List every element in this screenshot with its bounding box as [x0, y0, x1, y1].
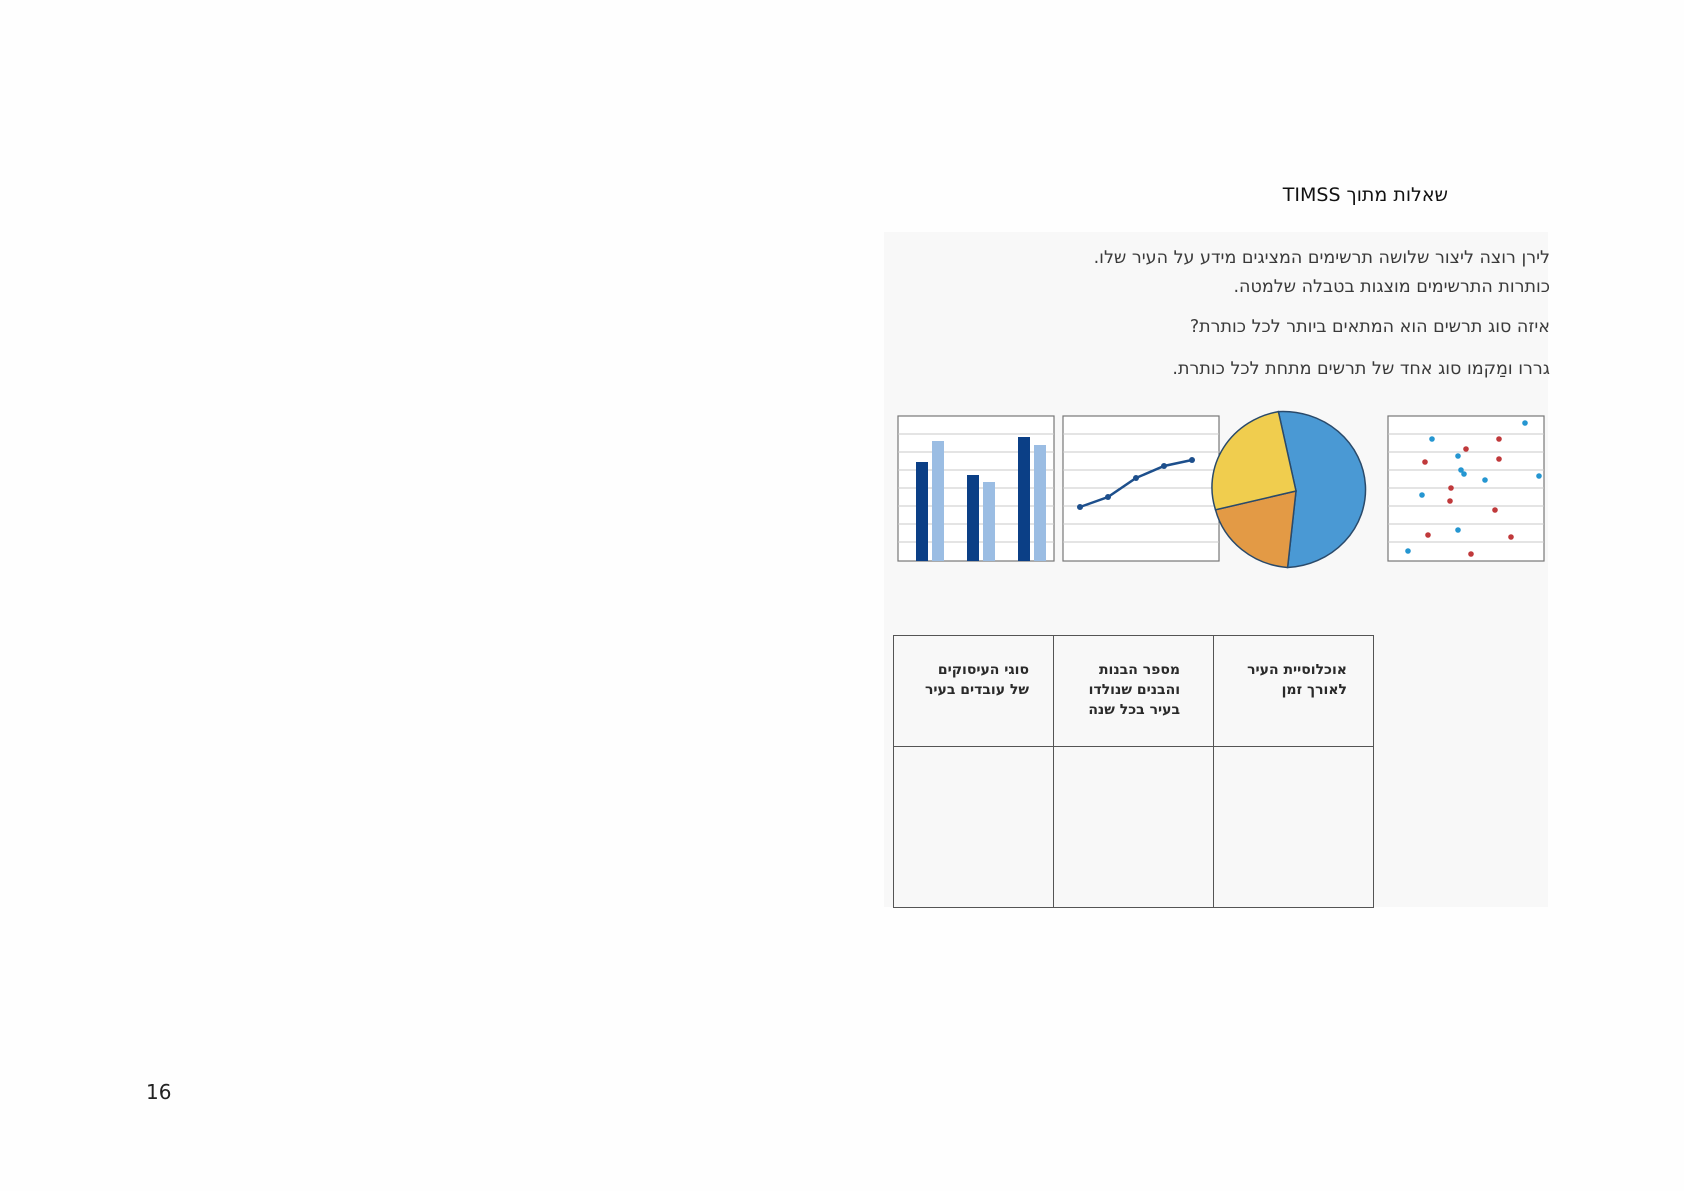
header-line: והבנים שנולדו	[1088, 682, 1180, 698]
table-header-cell	[1054, 636, 1214, 747]
chart-titles-table	[893, 635, 1374, 908]
pie-chart-option[interactable]	[1212, 411, 1366, 567]
header-line: מספר הבנות	[1098, 662, 1180, 678]
intro-line-1: לירן רוצה ליצור שלושה תרשימים המציגים מידע על העיר שלו.	[1093, 248, 1550, 268]
instruction-text: גררו ומַקמו סוג אחד של תרשים מתחת לכל כותרת.	[1172, 359, 1550, 379]
drop-zone-cell[interactable]	[1214, 747, 1374, 908]
page-header-title: שאלות מתוך TIMSS	[1282, 184, 1448, 206]
bar-chart-icon-bar	[916, 462, 928, 561]
bar-chart-icon-bar	[1034, 445, 1046, 561]
header-line: לאורך זמן	[1281, 682, 1347, 698]
bar-chart-option[interactable]	[898, 416, 1054, 561]
bar-chart-icon-bar	[1018, 437, 1030, 561]
scatter-plot-option[interactable]	[1388, 416, 1544, 561]
drop-zone-cell[interactable]	[894, 747, 1054, 908]
header-line: סוגי העיסוקים	[937, 662, 1029, 678]
header-line: אוכלוסיית העיר	[1247, 662, 1347, 678]
table-header-cell	[1214, 636, 1374, 747]
page-number: 16	[146, 1080, 172, 1104]
drop-zone-cell[interactable]	[1054, 747, 1214, 908]
bar-chart-icon-bar	[983, 482, 995, 561]
header-line: בעיר בכל שנה	[1088, 702, 1180, 718]
intro-line-2: כותרות התרשימים מוצגות בטבלה שלמטה.	[1233, 277, 1550, 297]
header-line: של עובדים בעיר	[924, 682, 1029, 698]
bar-chart-icon-bar	[932, 441, 944, 561]
question-text: איזה סוג תרשים הוא המתאים ביותר לכל כותרת?	[1189, 317, 1550, 337]
bar-chart-icon-bar	[967, 475, 979, 561]
table-header-cell	[894, 636, 1054, 747]
line-chart-option[interactable]	[1063, 416, 1219, 561]
chart-options-row	[884, 408, 1548, 578]
